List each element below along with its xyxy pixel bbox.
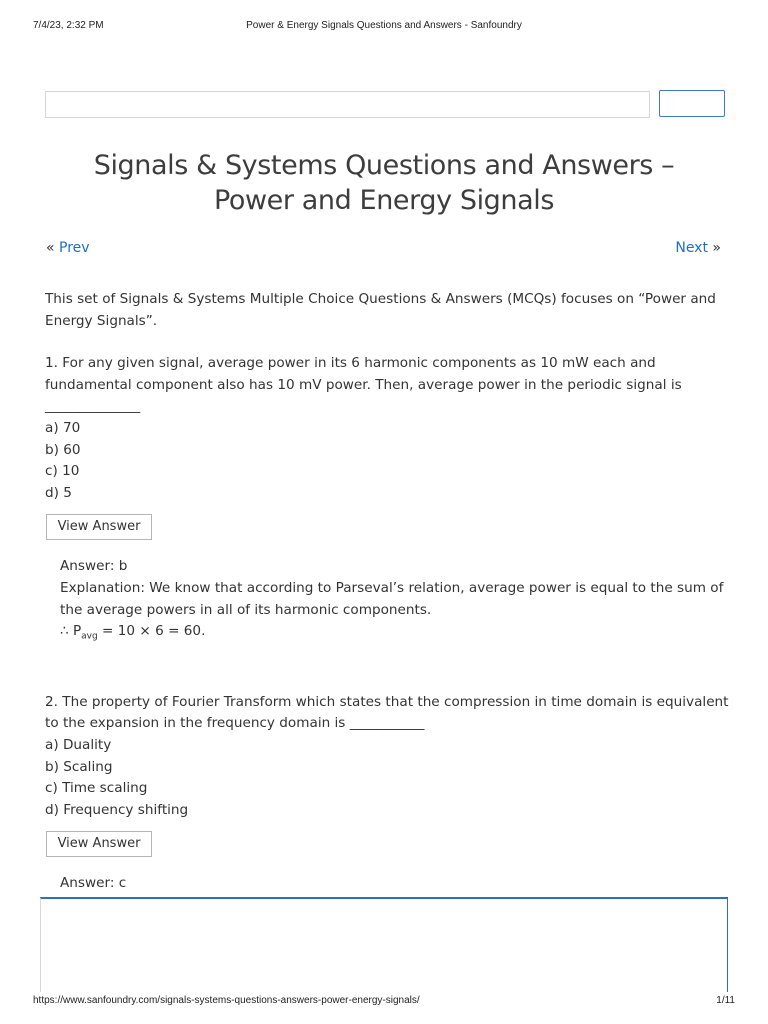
page-title [40, 148, 728, 218]
answer-panel [60, 556, 730, 642]
option-d: d) 5 [45, 484, 72, 501]
option-b: b) 60 [45, 441, 81, 458]
formula-text [60, 621, 730, 643]
print-page-number: 1/11 [716, 995, 735, 1006]
formula-prefix: ∴ P [60, 623, 82, 640]
print-footer [0, 993, 768, 1024]
ad-frame [40, 897, 728, 992]
prev-arrow-icon: « [46, 240, 55, 256]
answer-text: Answer: c [60, 875, 127, 892]
print-doc-title: Power & Energy Signals Questions and Answers - Sanfoundry [246, 20, 522, 31]
print-url: https://www.sanfoundry.com/signals-systems-questions-answers-power-energy-signals/ [33, 995, 420, 1006]
answer-text: Answer: b [60, 558, 128, 575]
view-answer-button[interactable]: View Answer [46, 514, 152, 540]
option-c: c) Time scaling [45, 780, 148, 797]
question-text: 1. For any given signal, average power in its 6 harmonic components as 10 mW each and fundamental component also has 10 mV power. Then, average power in the periodic signal is ______________ [45, 355, 682, 415]
question-1 [45, 353, 730, 643]
prev-link[interactable] [46, 240, 90, 256]
option-b: b) Scaling [45, 758, 113, 775]
option-a: a) Duality [45, 736, 112, 753]
option-a: a) 70 [45, 419, 81, 436]
page-title-line-1: Signals & Systems Questions and Answers – [93, 150, 675, 181]
formula-subscript: avg [81, 631, 98, 642]
search-input[interactable] [45, 91, 650, 118]
search-button[interactable] [659, 90, 725, 117]
option-c: c) 10 [45, 463, 80, 480]
page-title-line-2: Power and Energy Signals [213, 185, 555, 216]
print-datetime: 7/4/23, 2:32 PM [33, 20, 104, 31]
next-arrow-icon: » [712, 240, 721, 256]
formula-rest: = 10 × 6 = 60. [97, 623, 206, 640]
view-answer-button[interactable]: View Answer [46, 831, 152, 857]
search-bar [45, 90, 725, 118]
option-d: d) Frequency shifting [45, 801, 189, 818]
next-link[interactable] [675, 240, 721, 256]
question-2 [45, 692, 730, 917]
print-header [0, 0, 768, 40]
prev-label: Prev [59, 240, 90, 256]
explanation-text: Explanation: We know that according to Parseval’s relation, average power is equal to the sum of the average powers in all of its harmonic components. [60, 579, 724, 618]
next-label: Next [675, 240, 708, 256]
article-content [45, 289, 730, 916]
question-text: 2. The property of Fourier Transform which states that the compression in time domain is equivalent to the expansion in the frequency domain is ___________ [45, 693, 729, 732]
intro-text: This set of Signals & Systems Multiple Choice Questions & Answers (MCQs) focuses on “Power and Energy Signals”. [45, 291, 716, 329]
